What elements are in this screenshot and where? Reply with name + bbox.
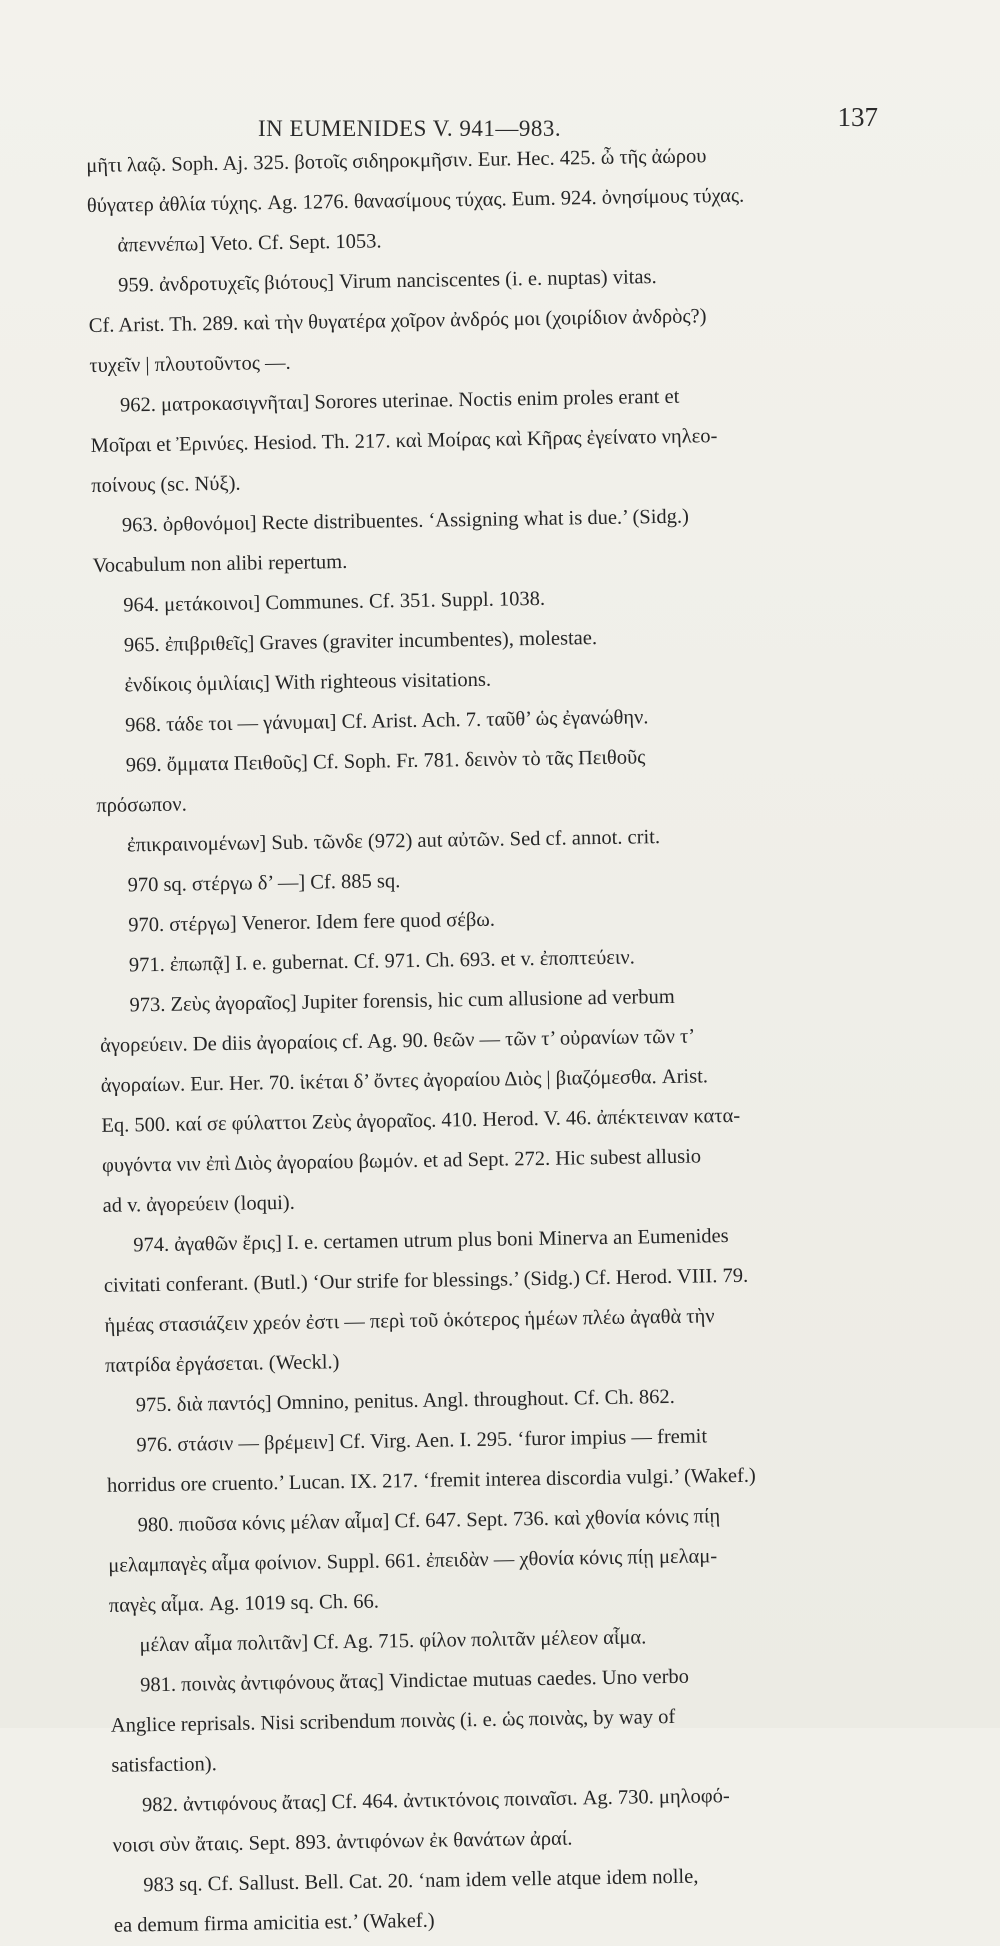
running-title: IN EUMENIDES V. 941—983.: [258, 116, 562, 141]
commentary-line: Eq. 500. καί σε φύλαττοι Ζεὺς ἀγοραῖος. 410. Herod. V. 46. ἀπέκτειναν κατα-: [101, 1104, 741, 1137]
commentary-line: μελαμπαγὲς αἷμα φοίνιον. Suppl. 661. ἐπειδὰν — χθονία κόνις πίῃ μελαμ-: [108, 1545, 718, 1577]
commentary-line: ἀπεννέπω] Veto. Cf. Sept. 1053.: [117, 230, 382, 257]
commentary-line: πατρίδα ἐργάσεται. (Weckl.): [104, 1351, 340, 1377]
commentary-line: ea demum firma amicitia est.’ (Wakef.): [113, 1909, 435, 1937]
commentary-line: 970. στέργω] Veneror. Idem fere quod σέβω.: [128, 908, 496, 937]
commentary-line: Anglice reprisals. Nisi scribendum ποινὰς (i. e. ὡς ποινὰς, by way of: [110, 1705, 676, 1737]
commentary-line: ποίνους (sc. Νύξ).: [91, 472, 241, 497]
commentary-line: μῆτι λαῷ. Soph. Aj. 325. βοτοῖς σιδηροκμῆσιν. Eur. Hec. 425. ὦ τῆς ἀώρου: [86, 145, 707, 177]
commentary-line: satisfaction).: [111, 1753, 217, 1777]
commentary-line: 973. Ζεὺς ἀγοραῖος] Jupiter forensis, hic cum allusione ad verbum: [129, 985, 675, 1017]
commentary-line: μέλαν αἷμα πολιτᾶν] Cf. Ag. 715. φίλον πολιτᾶν μέλεον αἷμα.: [139, 1626, 647, 1657]
commentary-line: τυχεῖν | πλουτοῦντος —.: [89, 351, 291, 377]
commentary-line: 969. ὄμματα Πειθοῦς] Cf. Soph. Fr. 781. δεινὸν τὸ τᾶς Πειθοῦς: [125, 746, 646, 777]
page-number: 137: [837, 102, 878, 132]
commentary-line: Vocabulum non alibi repertum.: [92, 550, 348, 577]
commentary-line: Μοῖραι et Ἐρινύες. Hesiod. Th. 217. καὶ Μοίρας καὶ Κῆρας ἐγείνατο νηλεο-: [90, 425, 718, 457]
commentary-line: 982. ἀντιφόνους ἄτας] Cf. 464. ἀντικτόνοις ποιναῖσι. Ag. 730. μηλοφό-: [141, 1785, 730, 1817]
commentary-line: 981. ποινὰς ἀντιφόνους ἄτας] Vindictae mutuas caedes. Uno verbo: [140, 1665, 690, 1697]
commentary-line: ad v. ἀγορεύειν (loqui).: [102, 1191, 295, 1217]
commentary-line: 983 sq. Cf. Sallust. Bell. Cat. 20. ‘nam idem velle atque idem nolle,: [143, 1865, 699, 1897]
commentary-text: [86, 133, 932, 1946]
commentary-line: νοισι σὺν ἄταις. Sept. 893. ἀντιφόνων ἐκ θανάτων ἀραί.: [112, 1827, 573, 1857]
commentary-line: ἡμέας στασιάζειν χρεόν ἐστι — περὶ τοῦ ὁκότερος ἡμέων πλέω ἀγαθὰ τὴν: [104, 1305, 715, 1337]
commentary-line: 976. στάσιν — βρέμειν] Cf. Virg. Aen. I. 295. ‘furor impius — fremit: [136, 1425, 708, 1457]
commentary-line: 971. ἐπωπᾷ] I. e. gubernat. Cf. 971. Ch. 693. et v. ἐποπτεύειν.: [128, 946, 635, 977]
commentary-line: 970 sq. στέργω δ’ —] Cf. 885 sq.: [127, 870, 401, 897]
commentary-line: 962. ματροκασιγνῆται] Sorores uterinae. Noctis enim proles erant et: [119, 385, 680, 417]
commentary-line: ἐπικραινομένων] Sub. τῶνδε (972) aut αὐτῶν. Sed cf. annot. crit.: [126, 826, 661, 857]
commentary-line: 975. διὰ παντός] Omnino, penitus. Angl. throughout. Cf. Ch. 862.: [135, 1385, 675, 1417]
commentary-line: 959. ἀνδροτυχεῖς βιότους] Virum nanciscentes (i. e. nuptas) vitas.: [118, 266, 657, 297]
commentary-line: 965. ἐπιβριθεῖς] Graves (graviter incumbentes), molestae.: [123, 627, 598, 657]
commentary-line: πρόσωπον.: [96, 793, 187, 817]
commentary-line: horridus ore cruento.’ Lucan. IX. 217. ‘fremit interea discordia vulgi.’ (Wakef.): [106, 1464, 756, 1497]
commentary-line: civitati conferant. (Butl.) ‘Our strife for blessings.’ (Sidg.) Cf. Herod. VIII. 79.: [103, 1264, 749, 1297]
commentary-line: 974. ἀγαθῶν ἔρις] I. e. certamen utrum plus boni Minerva an Eumenides: [133, 1225, 729, 1257]
commentary-line: Cf. Arist. Th. 289. καὶ τὴν θυγατέρα χοῖρον ἀνδρός μοι (χοιρίδιον ἀνδρὸς?): [88, 305, 707, 337]
commentary-line: ἀγοραίων. Eur. Her. 70. ἱκέται δ’ ὄντες ἀγοραίου Διὸς | βιαζόμεσθα. Arist.: [100, 1065, 709, 1097]
commentary-line: ἀγορεύειν. De diis ἀγοραίοις cf. Ag. 90. θεῶν — τῶν τ’ οὐρανίων τῶν τ’: [99, 1025, 696, 1057]
commentary-line: φυγόντα νιν ἐπὶ Διὸς ἀγοραίου βωμόν. et ad Sept. 272. Hic subest allusio: [101, 1145, 702, 1177]
commentary-line: 980. πιοῦσα κόνις μέλαν αἷμα] Cf. 647. Sept. 736. καὶ χθονία κόνις πίῃ: [137, 1505, 721, 1537]
commentary-line: θύγατερ ἀθλία τύχης. Ag. 1276. θανασίμους τύχας. Eum. 924. ὀνησίμους τύχας.: [86, 184, 745, 217]
commentary-line: ἐνδίκοις ὁμιλίαις] With righteous visitations.: [124, 668, 492, 697]
commentary-line: 964. μετάκοινοι] Communes. Cf. 351. Suppl. 1038.: [123, 587, 546, 617]
commentary-line: 968. τάδε τοι — γάνυμαι] Cf. Arist. Ach. 7. ταῦθ’ ὡς ἐγανώθην.: [124, 706, 649, 737]
commentary-line: παγὲς αἷμα. Ag. 1019 sq. Ch. 66.: [108, 1590, 380, 1617]
commentary-line: 963. ὀρθονόμοι] Recte distribuentes. ‘Assigning what is due.’ (Sidg.): [121, 505, 690, 537]
